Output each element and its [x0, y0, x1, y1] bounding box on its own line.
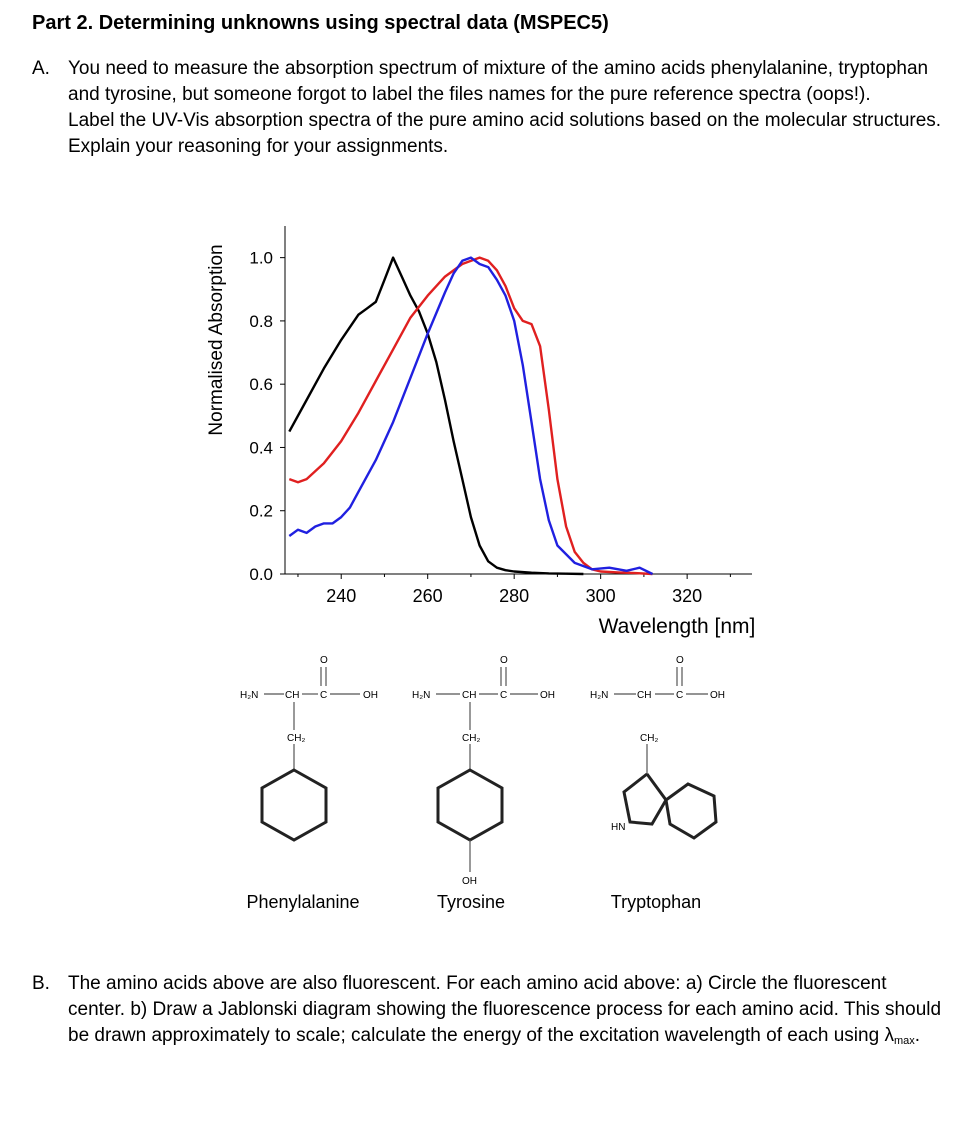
- question-b-letter: B.: [32, 973, 50, 994]
- lambda-subscript: max: [893, 1035, 915, 1047]
- y-tick-label: 0.2: [249, 501, 273, 521]
- oxygen-label: O: [676, 655, 684, 666]
- x-axis-label: Wavelength [nm]: [598, 615, 756, 638]
- phenylalanine-structure: [240, 655, 378, 912]
- x-tick-label: 320: [672, 586, 703, 606]
- carbonyl-carbon-label: C: [676, 690, 684, 701]
- oxygen-label: O: [320, 655, 328, 666]
- carbonyl-carbon-label: C: [500, 690, 508, 701]
- x-tick-label: 280: [499, 586, 530, 606]
- series-line-black: [289, 258, 583, 574]
- oxygen-label: O: [500, 655, 508, 666]
- tryptophan-label: Tryptophan: [610, 892, 702, 912]
- question-a-paragraph-2: Label the UV-Vis absorption spectra of the pure amino acid solutions based on the molecular structures. Explain your reasoning for your assignments.: [68, 110, 942, 157]
- carbonyl-carbon-label: C: [320, 690, 328, 701]
- question-a-letter: A.: [32, 58, 50, 79]
- y-tick-label: 0.6: [249, 375, 273, 395]
- chart-axes: [249, 226, 752, 606]
- amine-label: H₂N: [240, 690, 259, 701]
- question-b-text: [68, 971, 942, 1054]
- y-tick-label: 1.0: [249, 248, 273, 268]
- ring-hydroxyl-label: OH: [462, 876, 477, 887]
- hydroxyl-label: OH: [363, 690, 378, 701]
- phenylalanine-label: Phenylalanine: [246, 892, 360, 912]
- ch2-label: CH₂: [462, 733, 481, 744]
- ch2-label: CH₂: [640, 733, 659, 744]
- hydroxyl-label: OH: [540, 690, 555, 701]
- alpha-carbon-label: CH: [285, 690, 300, 701]
- y-tick-label: 0.0: [249, 565, 273, 584]
- lambda-symbol: λ: [884, 1025, 894, 1046]
- hydroxyl-label: OH: [710, 690, 725, 701]
- section-title: Part 2. Determining unknowns using spectral data (MSPEC5): [32, 12, 609, 34]
- amine-label: H₂N: [412, 690, 431, 701]
- ch2-label: CH₂: [287, 733, 306, 744]
- alpha-carbon-label: CH: [637, 690, 652, 701]
- tryptophan-structure: [590, 655, 725, 912]
- chart-series: [289, 258, 652, 574]
- series-line-red: [289, 258, 652, 574]
- tyrosine-label: Tyrosine: [436, 892, 506, 912]
- question-b-body: The amino acids above are also fluorescent. For each amino acid above: a) Circle the fluorescent center. b) Draw a Jablonski diagram showing the fluorescence process for each amino acid. This should be drawn approximately to scale; calculate the energy of the excitation wavelength of each using: [68, 973, 942, 1046]
- x-tick-label: 260: [412, 586, 443, 606]
- x-tick-label: 300: [585, 586, 616, 606]
- y-tick-label: 0.4: [249, 438, 273, 458]
- series-line-blue: [289, 258, 652, 574]
- y-tick-label: 0.8: [249, 311, 273, 331]
- question-a-paragraph-1: You need to measure the absorption spectrum of mixture of the amino acids phenylalanine, tryptophan and tyrosine, but someone forgot to label the files names for the pure reference spectra (oops!).: [68, 58, 929, 105]
- question-b: [32, 971, 942, 1054]
- indole-nh-label: HN: [611, 822, 626, 833]
- question-b-end: .: [914, 1025, 920, 1046]
- x-tick-label: 240: [326, 586, 357, 606]
- alpha-carbon-label: CH: [462, 690, 477, 701]
- amine-label: H₂N: [590, 690, 609, 701]
- tyrosine-structure: [412, 655, 555, 912]
- y-axis-label: Normalised Absorption: [206, 244, 227, 436]
